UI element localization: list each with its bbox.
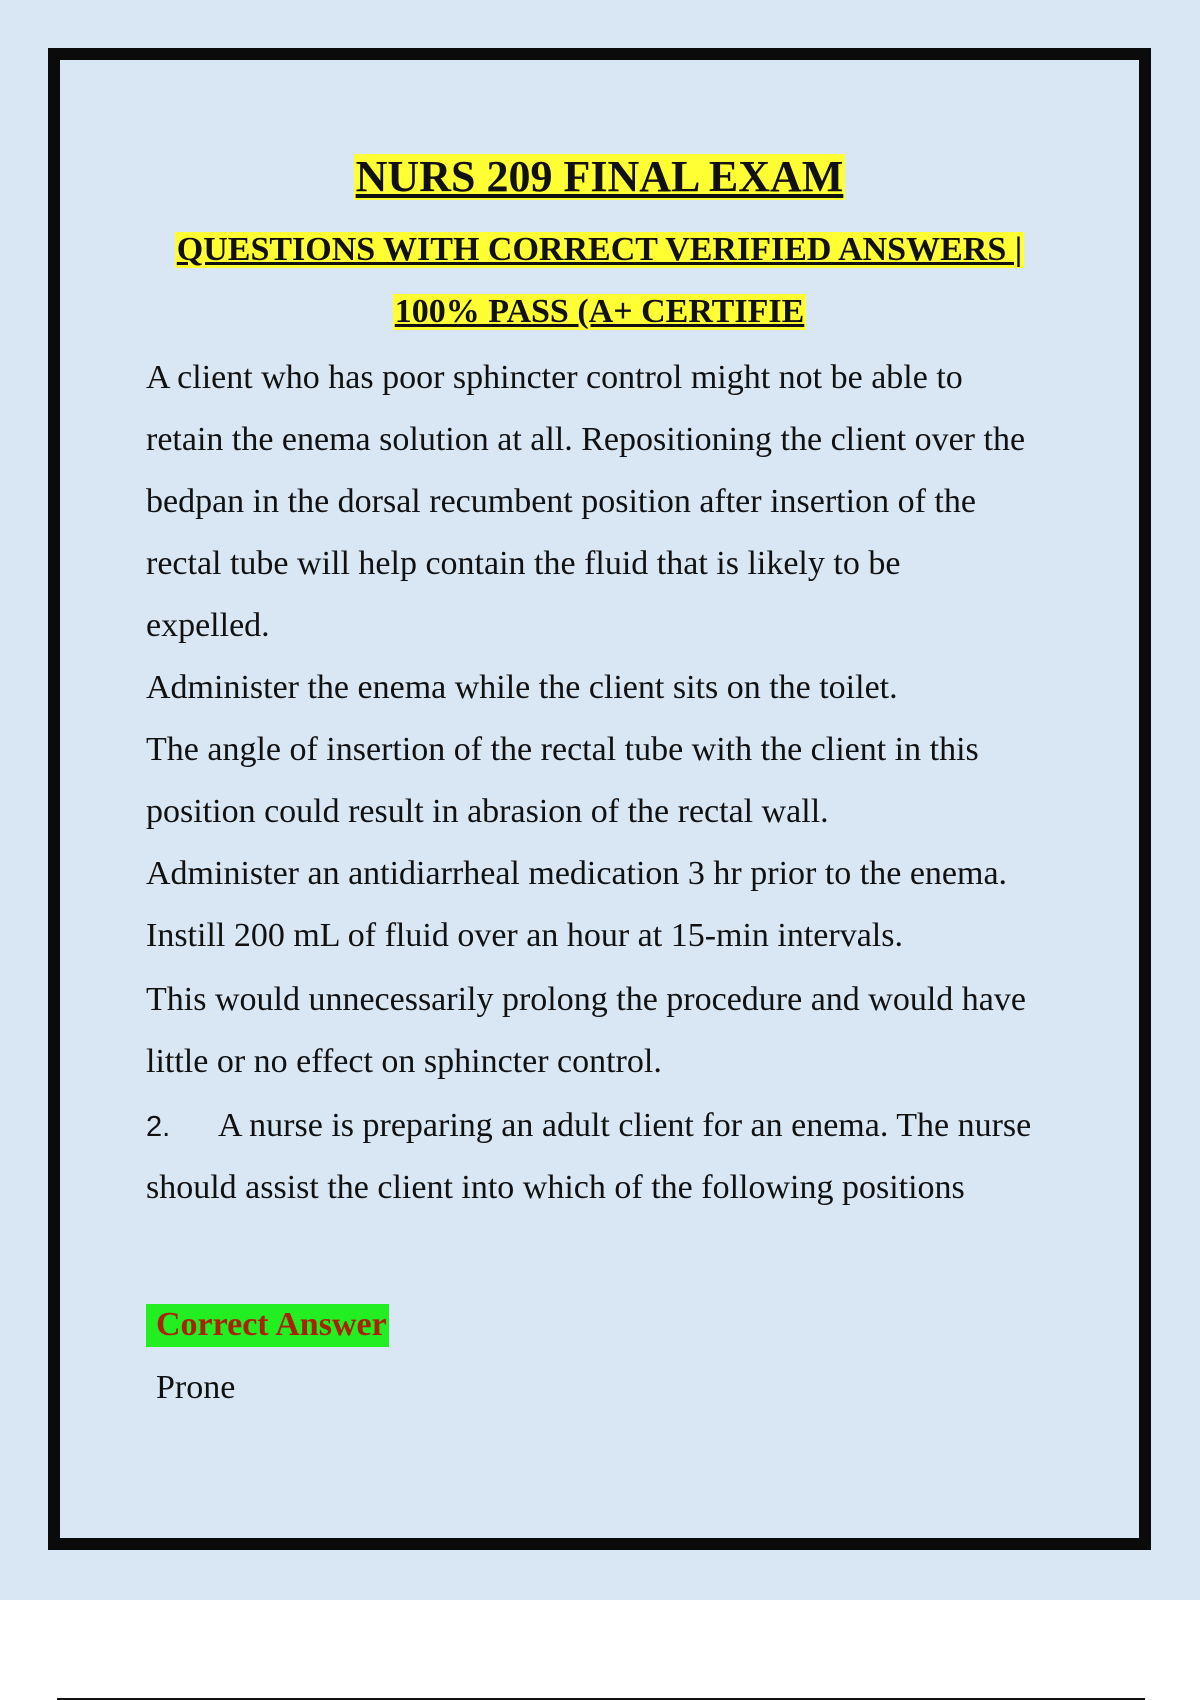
correct-answer-label: Correct Answer	[146, 1304, 389, 1347]
body-line: little or no effect on sphincter control.	[146, 1043, 662, 1080]
body-line: Administer an antidiarrheal medication 3 hr prior to the enema.	[146, 855, 1008, 892]
body-line: retain the enema solution at all. Repositioning the client over the	[146, 421, 1026, 458]
body-line: expelled.	[146, 607, 270, 644]
body-line: This would unnecessarily prolong the procedure and would have	[146, 981, 1026, 1018]
body-line: The angle of insertion of the rectal tube with the client in this	[146, 731, 979, 768]
title-row	[60, 154, 1139, 200]
document-subtitle-line-2: 100% PASS (A+ CERTIFIE	[394, 293, 805, 330]
body-line: bedpan in the dorsal recumbent position after insertion of the	[146, 483, 976, 520]
document-title: NURS 209 FINAL EXAM	[355, 152, 844, 201]
body-line: rectal tube will help contain the fluid that is likely to be	[146, 545, 901, 582]
body-line: A client who has poor sphincter control might not be able to	[146, 359, 963, 396]
correct-answer-value: Prone	[156, 1369, 236, 1406]
question-text-2: should assist the client into which of the following positions	[146, 1169, 965, 1206]
document-subtitle-line-1: QUESTIONS WITH CORRECT VERIFIED ANSWERS |	[176, 231, 1023, 268]
body-line: position could result in abrasion of the rectal wall.	[146, 793, 829, 830]
subtitle-row-2	[60, 294, 1139, 330]
body-line: Administer the enema while the client sits on the toilet.	[146, 669, 898, 706]
body-line: Instill 200 mL of fluid over an hour at 15-min intervals.	[146, 917, 903, 954]
subtitle-row-1	[60, 232, 1139, 268]
question-number: 2.	[146, 1111, 171, 1143]
question-line-1	[146, 1106, 1031, 1147]
document-frame	[48, 48, 1151, 1550]
question-text-1: A nurse is preparing an adult client for an enema. The nurse	[218, 1107, 1032, 1144]
